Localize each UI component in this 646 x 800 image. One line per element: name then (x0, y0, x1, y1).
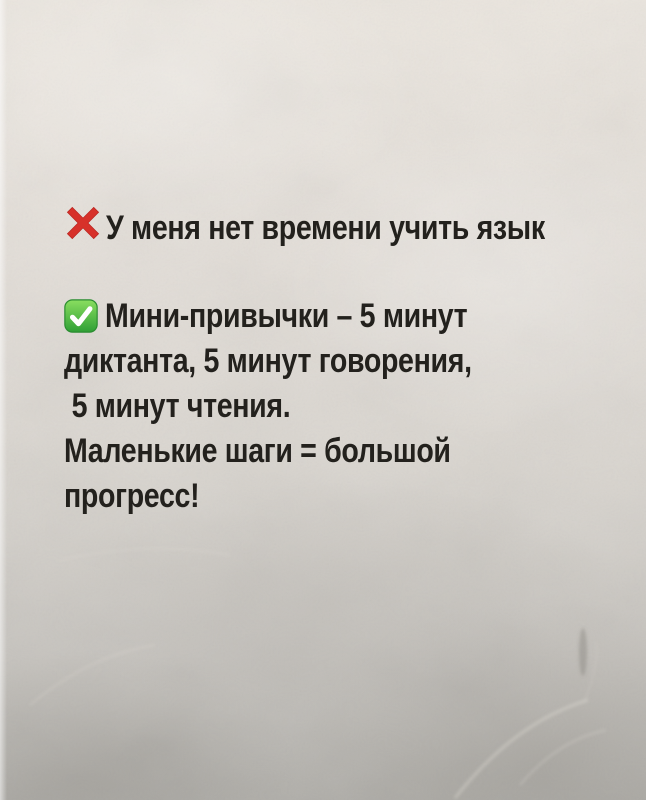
advice-text: диктанта, 5 минут говорения, (64, 342, 472, 380)
check-mark-icon (64, 299, 98, 333)
advice-text: 5 минут чтения. (64, 387, 291, 425)
advice-text: прогресс! (64, 477, 200, 515)
advice-text: Маленькие шаги = большой (64, 432, 451, 470)
advice-line-4 (64, 429, 549, 474)
objection-text: У меня нет времени учить язык (106, 209, 545, 247)
objection-line (106, 206, 628, 251)
cross-mark-icon (66, 206, 100, 240)
advice-line-1 (64, 294, 549, 339)
advice-line-3 (64, 384, 549, 429)
advice-line-5 (64, 474, 549, 519)
advice-text: Мини-привычки – 5 минут (105, 297, 468, 335)
advice-block (64, 294, 549, 519)
advice-line-2 (64, 339, 549, 384)
